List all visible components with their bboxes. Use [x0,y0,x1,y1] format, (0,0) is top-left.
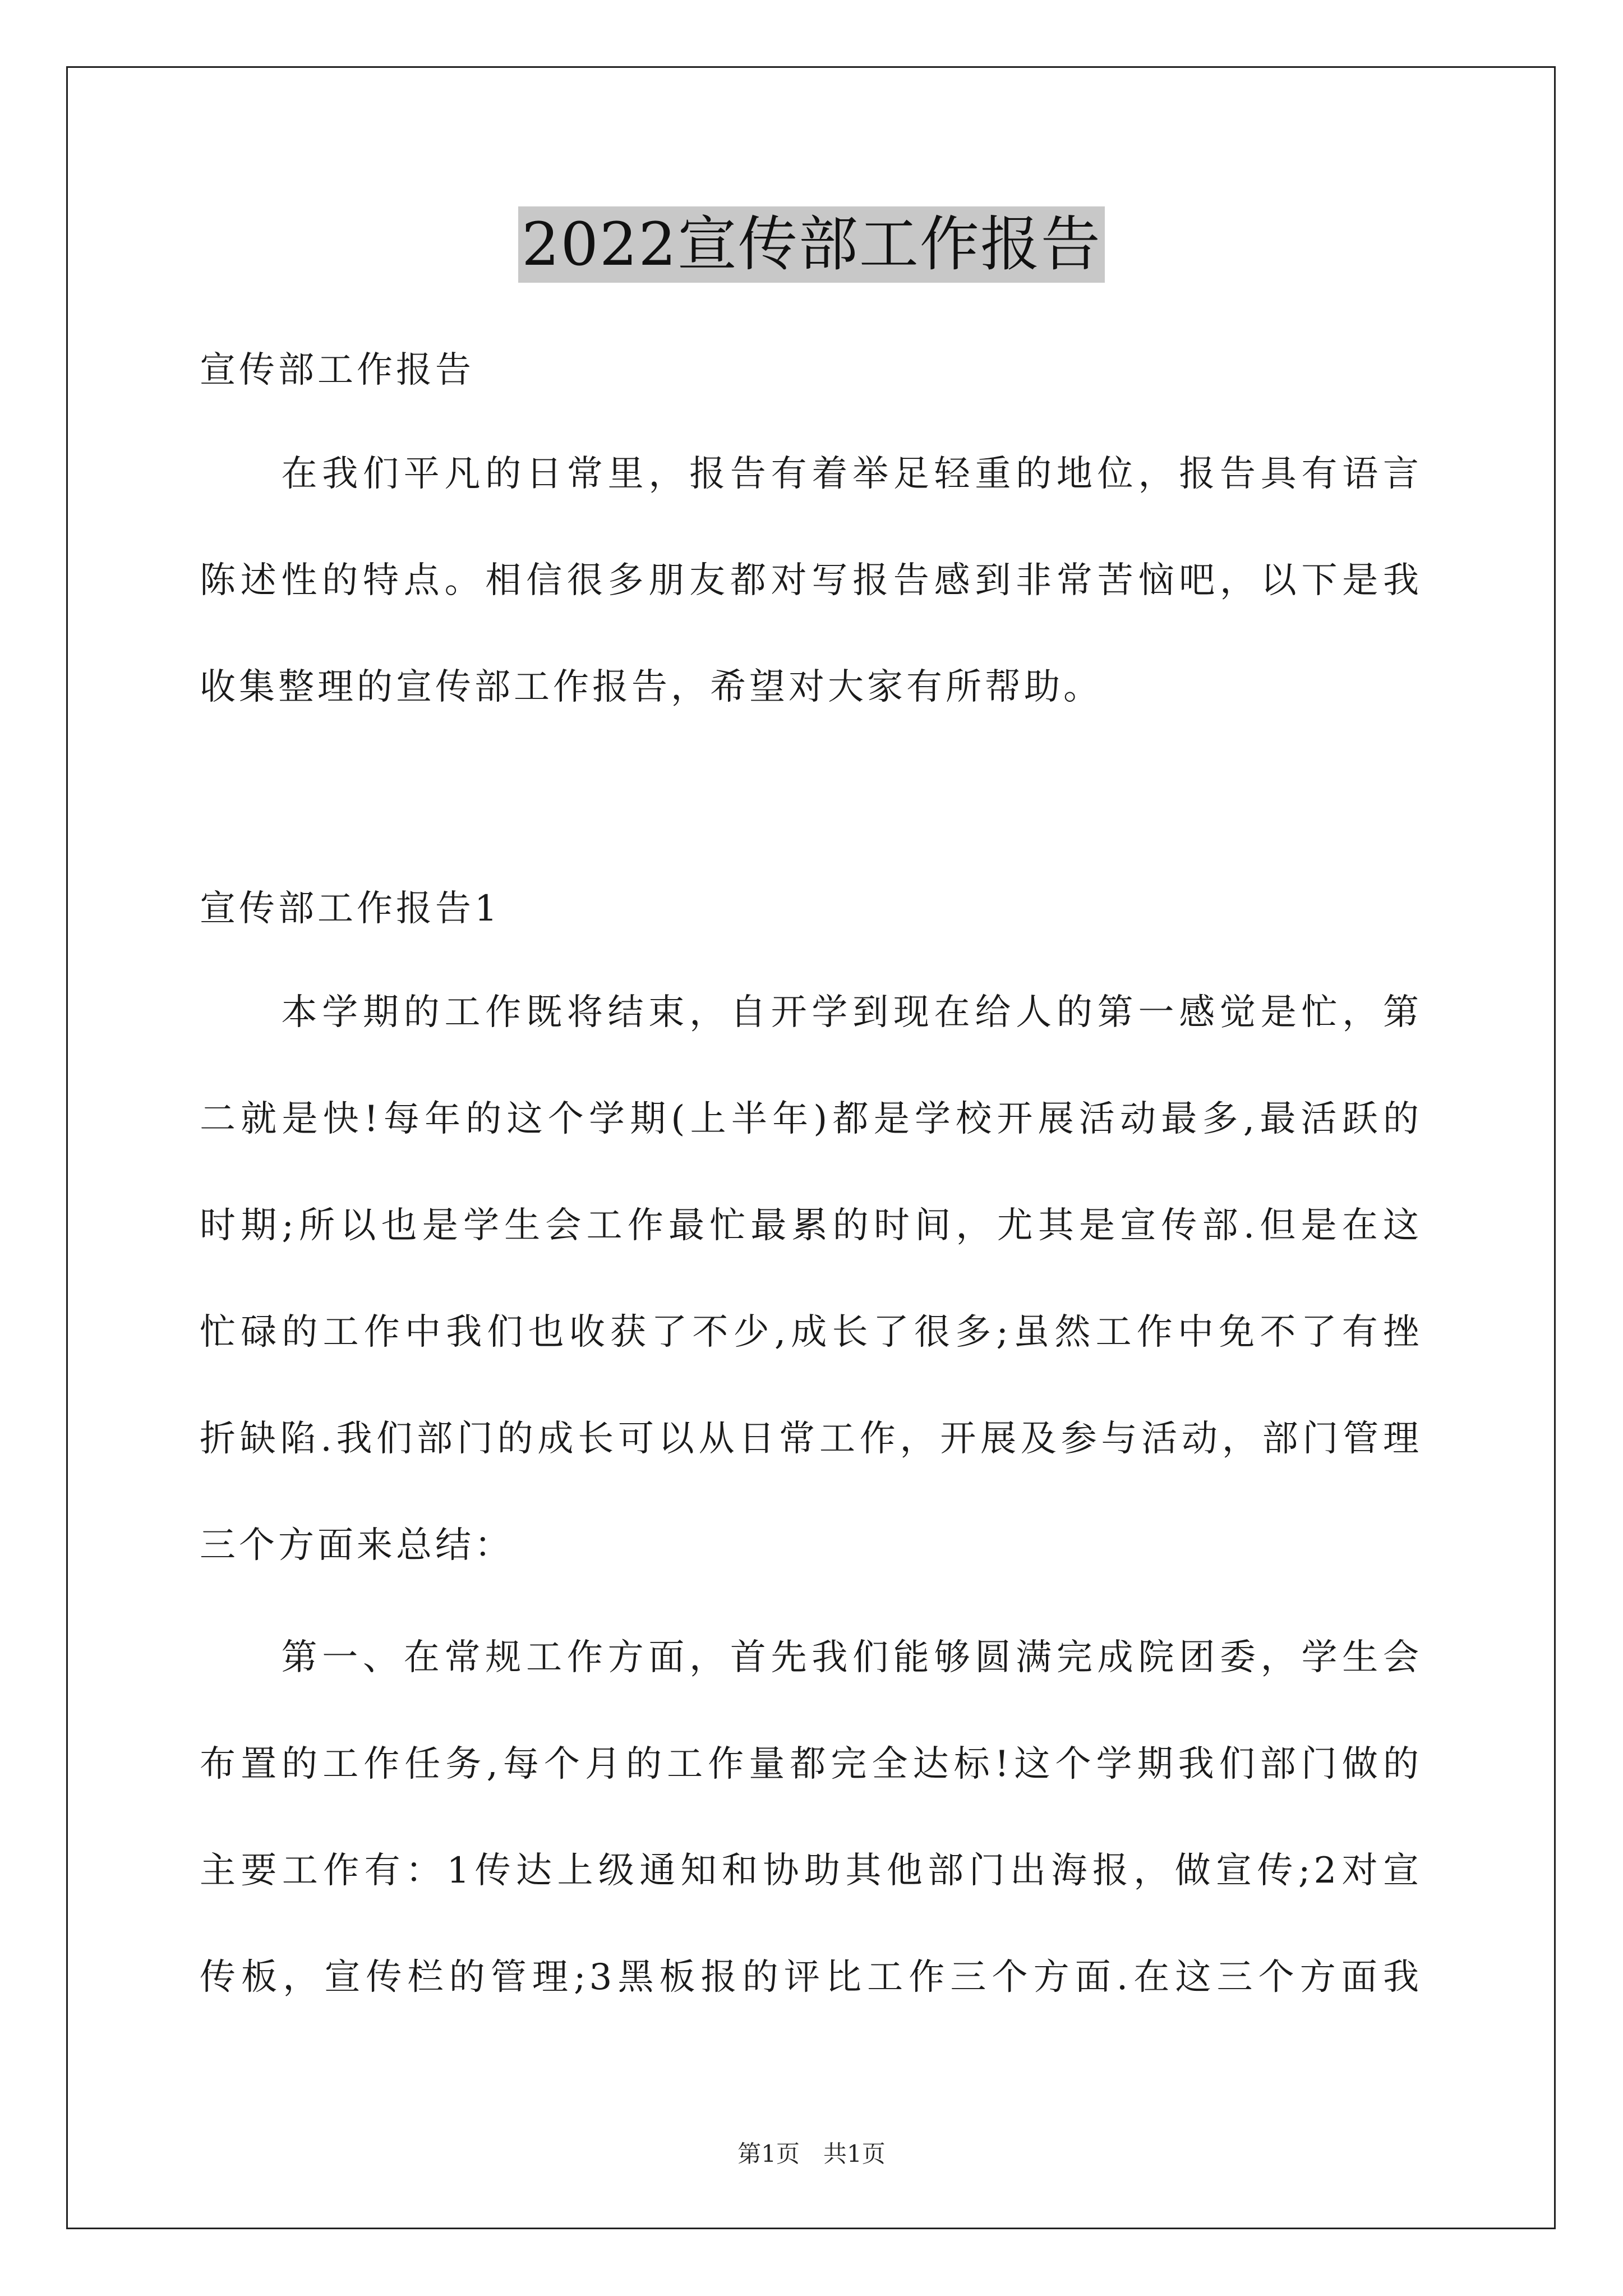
paragraph-line: 传板，宣传栏的管理;3黑板报的评比工作三个方面.在这三个方面我 [200,1957,1422,1998]
document-title: 2022宣传部工作报告 [518,206,1105,283]
paragraph-line: 陈述性的特点。相信很多朋友都对写报告感到非常苦恼吧，以下是我 [200,560,1422,601]
section-heading-intro: 宣传部工作报告 [200,349,474,391]
paragraph-line: 收集整理的宣传部工作报告，希望对大家有所帮助。 [200,666,1103,708]
report-paragraph-1 [200,959,1422,1599]
paragraph-line: 二就是快!每年的这个学期(上半年)都是学校开展活动最多,最活跃的 [200,1098,1422,1140]
page-number-footer: 第1页 共1页 [737,2140,886,2168]
intro-paragraph [200,421,1422,740]
paragraph-line: 忙碌的工作中我们也收获了不少,成长了很多;虽然工作中免不了有挫 [200,1312,1422,1353]
paragraph-line: 三个方面来总结： [200,1525,514,1566]
paragraph-line: 布置的工作任务,每个月的工作量都完全达标!这个学期我们部门做的 [200,1743,1422,1785]
paragraph-line: 在我们平凡的日常里，报告有着举足轻重的地位，报告具有语言 [200,453,1422,495]
title-container [0,206,1623,283]
paragraph-line: 主要工作有：1传达上级通知和协助其他部门出海报，做宣传;2对宣 [200,1850,1422,1892]
report-paragraph-2 [200,1604,1422,2031]
paragraph-line: 第一、在常规工作方面，首先我们能够圆满完成院团委，学生会 [200,1637,1422,1678]
paragraph-line: 本学期的工作既将结束，自开学到现在给人的第一感觉是忙，第 [200,992,1422,1033]
section-heading-report-1: 宣传部工作报告1 [200,888,501,930]
paragraph-line: 时期;所以也是学生会工作最忙最累的时间，尤其是宣传部.但是在这 [200,1205,1422,1246]
paragraph-line: 折缺陷.我们部门的成长可以从日常工作，开展及参与活动，部门管理 [200,1418,1422,1460]
